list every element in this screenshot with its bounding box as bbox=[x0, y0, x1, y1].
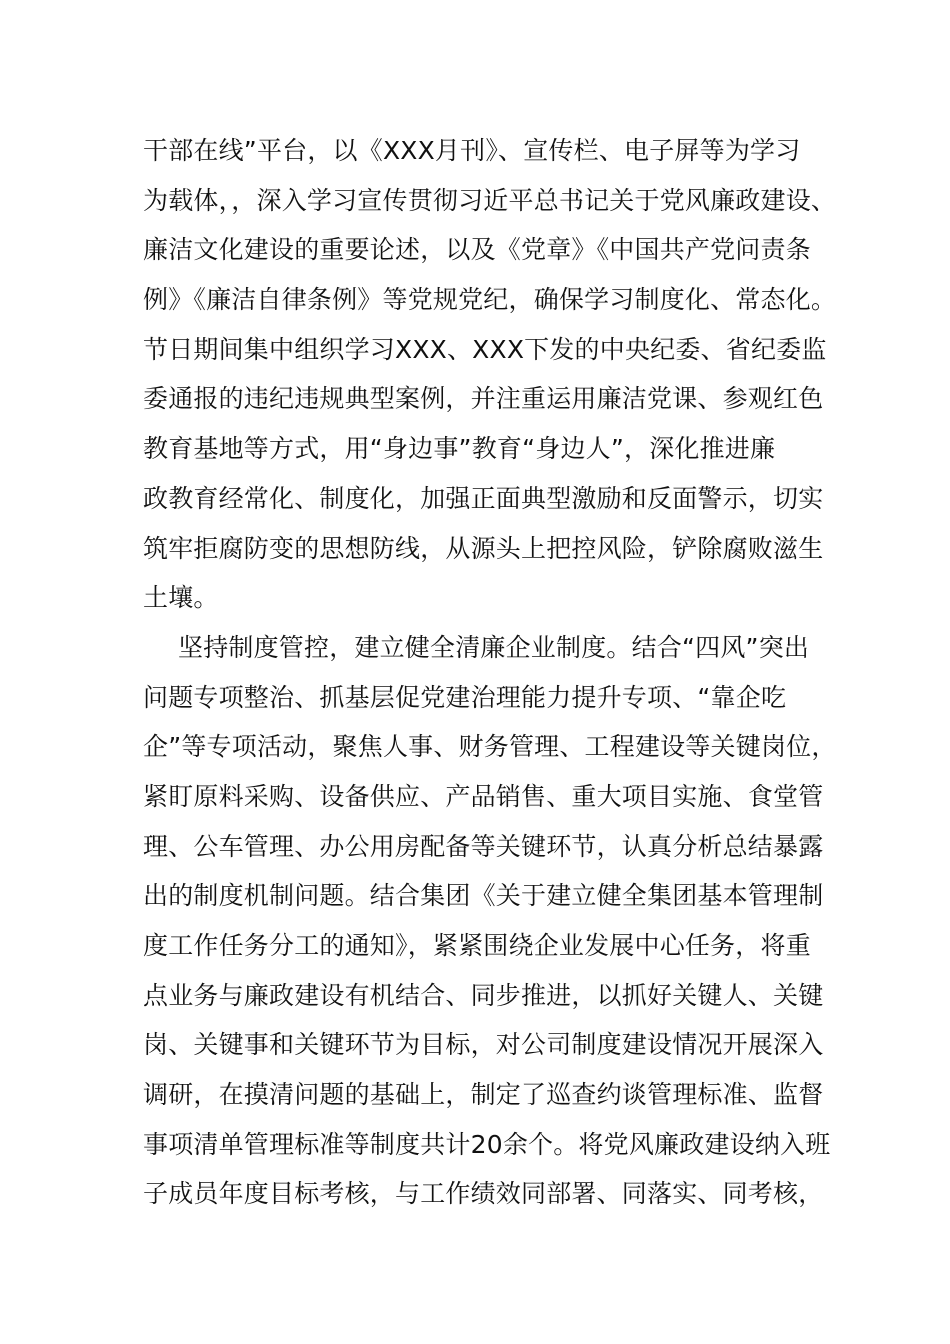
text-line: 例》《廉洁自律条例》等党规党纪，确保学习制度化、常态化。 bbox=[143, 285, 837, 315]
text-line: 政教育经常化、制度化，加强正面典型激励和反面警示，切实 bbox=[143, 483, 824, 513]
text-line: 度工作任务分工的通知》，紧紧围绕企业发展中心任务，将重 bbox=[143, 931, 811, 960]
text-line: 廉洁文化建设的重要论述，以及《党章》《中国共产党问责条 bbox=[143, 235, 811, 265]
text-line: 理、公车管理、办公用房配备等关键环节，认真分析总结暴露 bbox=[143, 831, 824, 861]
text-line: 企”等专项活动，聚焦人事、财务管理、工程建设等关键岗位， bbox=[143, 732, 837, 762]
text-line: 紧盯原料采购、设备供应、产品销售、重大项目实施、食堂管 bbox=[143, 781, 824, 811]
document-body bbox=[143, 126, 837, 1219]
text-line: 坚持制度管控，建立健全清廉企业制度。结合“四风”突出 bbox=[178, 632, 810, 662]
text-line: 筑牢拒腐防变的思想防线，从源头上把控风险，铲除腐败滋生 bbox=[143, 533, 824, 563]
text-line: 委通报的违纪违规典型案例，并注重运用廉洁党课、参观红色 bbox=[143, 384, 824, 414]
text-line: 点业务与廉政建设有机结合、同步推进，以抓好关键人、关键 bbox=[143, 980, 824, 1010]
paragraph-2 bbox=[143, 623, 837, 1219]
paragraph-1 bbox=[143, 126, 837, 623]
text-line: 调研，在摸清问题的基础上，制定了巡查约谈管理标准、监督 bbox=[143, 1080, 824, 1110]
text-line: 土壤。 bbox=[143, 583, 219, 613]
text-line: 事项清单管理标准等制度共计20余个。将党风廉政建设纳入班 bbox=[143, 1129, 831, 1159]
text-line: 为载体，，深入学习宣传贯彻习近平总书记关于党风廉政建设、 bbox=[143, 185, 837, 215]
text-line: 教育基地等方式，用“身边事”教育“身边人”，深化推进廉 bbox=[143, 434, 776, 464]
text-line: 节日期间集中组织学习XXX、XXX下发的中央纪委、省纪委监 bbox=[143, 334, 827, 364]
text-line: 子成员年度目标考核，与工作绩效同部署、同落实、同考核， bbox=[143, 1179, 824, 1209]
text-line: 问题专项整治、抓基层促党建治理能力提升专项、“靠企吃 bbox=[143, 682, 787, 712]
text-line: 岗、关键事和关键环节为目标，对公司制度建设情况开展深入 bbox=[143, 1030, 824, 1060]
text-line: 出的制度机制问题。结合集团《关于建立健全集团基本管理制 bbox=[143, 881, 824, 911]
text-line: 干部在线”平台，以《XXX月刊》、宣传栏、电子屏等为学习 bbox=[143, 136, 801, 165]
